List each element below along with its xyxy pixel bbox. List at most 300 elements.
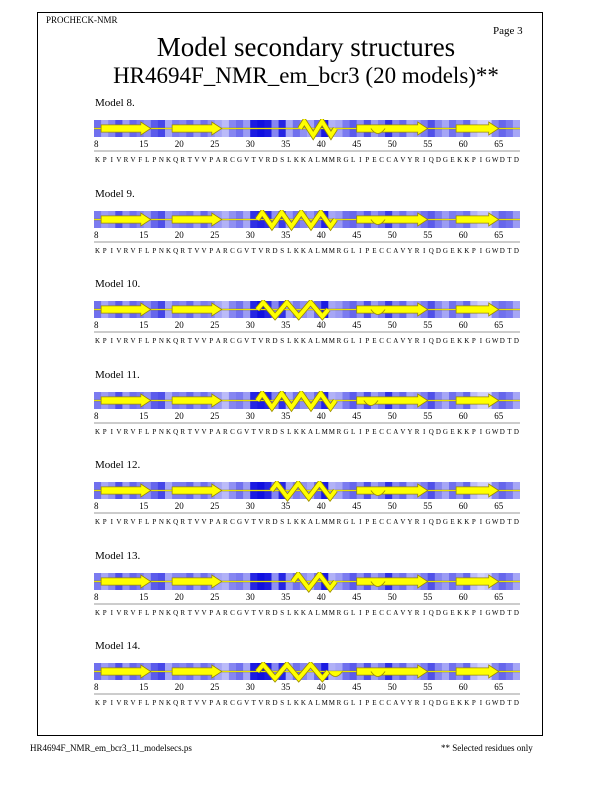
residue-tick-label: 45 [352,501,362,511]
sequence-letter: Q [428,518,434,526]
sequence-letter: K [95,427,101,436]
sequence-letter: L [351,246,356,255]
sequence-letter: Q [428,246,434,255]
sequence-letter: A [215,156,221,164]
sequence-letter: L [351,156,356,164]
sequence-letter: K [464,156,470,164]
residue-tick-label: 20 [174,229,184,240]
sequence-letter: A [215,608,221,617]
sequence-letter: Y [407,246,413,255]
sequence-letter: K [95,608,101,617]
sequence-letter: I [110,337,113,345]
model-label: Model 11. [95,368,140,381]
sequence-letter: K [300,518,306,526]
residue-tick-label: 50 [387,501,397,511]
sequence-letter: I [359,246,362,255]
sequence-letter: Q [173,156,179,164]
residue-tick-label: 50 [387,410,397,421]
residue-tick-label: 8 [94,501,99,511]
sequence-letter: K [464,337,470,345]
sequence-letter: R [123,337,129,345]
sequence-letter: D [272,608,278,617]
sequence-letter: V [201,337,207,345]
sequence-letter: G [237,337,243,345]
sequence-letter: L [145,337,150,345]
sequence-letter: V [194,699,200,707]
residue-tick-label: 45 [352,410,362,421]
sequence-letter: G [442,156,448,164]
sequence-letter: V [400,518,406,526]
sequence-letter: G [442,246,448,255]
residue-tick-label: 50 [387,229,397,240]
sequence-letter: C [230,518,235,526]
sequence-letter: D [272,156,278,164]
sequence-letter: I [359,156,362,164]
sequence-letter: V [130,337,136,345]
sequence-letter: T [251,518,256,526]
sequence-letter: R [180,427,186,436]
sequence-letter: R [336,427,342,436]
sequence-letter: R [414,427,420,436]
sequence-letter: K [166,427,172,436]
sequence-letter: L [287,337,292,345]
sequence-letter: C [386,246,391,255]
sequence-letter: M [321,699,328,707]
sequence-letter: C [379,427,384,436]
residue-tick-label: 55 [423,229,433,240]
sequence-letter: V [258,337,264,345]
sequence-letter: A [215,337,221,345]
sequence-letter: I [110,156,113,164]
sequence-letter: Q [428,337,434,345]
sequence-letter: K [166,156,172,164]
sequence-letter: G [343,699,349,707]
residue-tick-label: 20 [174,682,184,692]
residue-tick-label: 8 [94,410,99,421]
sequence-letter: K [464,427,470,436]
sequence-letter: C [379,608,384,617]
sequence-letter: D [499,337,505,345]
sequence-letter: I [110,427,113,436]
sequence-letter: M [328,156,335,164]
sequence-letter: L [315,337,320,345]
model-label: Model 13. [95,549,141,562]
sequence-letter: K [457,608,463,617]
sequence-letter: Y [407,608,413,617]
residue-tick-label: 25 [210,139,220,149]
sequence-letter: L [315,699,320,707]
residue-tick-label: 15 [139,591,149,602]
sequence-letter: V [258,699,264,707]
residue-tick-label: 60 [458,320,468,330]
sequence-letter: A [393,518,399,526]
residue-tick-label: 8 [94,682,99,692]
sequence-letter: G [237,518,243,526]
sequence-letter: K [166,699,172,707]
sequence-letter: D [272,699,278,707]
sequence-letter: P [365,518,370,526]
sequence-letter: G [442,608,448,617]
residue-tick-label: 20 [174,320,184,330]
sequence-letter: C [230,699,235,707]
sequence-letter: A [308,337,314,345]
sequence-letter: L [315,608,320,617]
sequence-letter: L [287,518,292,526]
sequence-letter: I [359,699,362,707]
sequence-letter: A [393,337,399,345]
sequence-letter: L [145,608,150,617]
sequence-letter: F [138,699,143,707]
sequence-letter: C [379,518,384,526]
sequence-letter: K [300,427,306,436]
secondary-structure-panel [94,300,520,352]
sequence-letter: V [194,337,200,345]
sequence-letter: C [379,246,384,255]
sequence-letter: L [315,518,320,526]
sequence-letter: P [209,699,214,707]
sequence-letter: P [471,156,476,164]
sequence-letter: V [244,246,250,255]
sequence-letter: V [400,246,406,255]
sequence-letter: R [414,156,420,164]
sequence-letter: R [123,699,129,707]
sequence-letter: K [95,518,101,526]
sequence-letter: V [244,156,250,164]
sequence-letter: V [400,156,406,164]
sequence-letter: K [166,518,172,526]
model-label: Model 8. [95,97,135,109]
sequence-letter: C [379,156,384,164]
sequence-letter: V [194,427,200,436]
sequence-letter: S [280,337,285,345]
sequence-letter: C [379,337,384,345]
sequence-letter: G [343,246,349,255]
sequence-letter: L [315,427,320,436]
sequence-letter: T [507,337,512,345]
sequence-letter: N [158,699,164,707]
sequence-letter: I [422,246,426,255]
sequence-letter: V [400,699,406,707]
sequence-letter: V [201,608,207,617]
sequence-letter: P [152,608,157,617]
sequence-letter: T [507,608,512,617]
sequence-letter: V [201,246,207,255]
sequence-letter: G [442,337,448,345]
sequence-letter: P [471,699,476,707]
sequence-letter: Q [428,699,434,707]
sequence-letter: P [152,427,157,436]
sequence-letter: R [180,608,186,617]
sequence-letter: I [479,337,483,345]
sequence-letter: K [457,427,463,436]
sequence-letter: I [479,246,483,255]
sequence-letter: F [138,518,143,526]
sequence-letter: A [393,699,399,707]
sequence-letter: V [244,608,250,617]
residue-tick-label: 60 [458,410,468,421]
residue-tick-label: 40 [316,410,326,421]
sequence-letter: Q [173,699,179,707]
sequence-letter: T [507,699,512,707]
residue-tick-label: 35 [281,320,291,330]
sequence-letter: R [123,427,129,436]
sequence-letter: V [244,518,250,526]
sequence-letter: P [365,156,370,164]
sequence-letter: E [372,699,377,707]
sequence-letter: K [300,337,306,345]
residue-tick-label: 45 [352,229,362,240]
sequence-letter: L [287,608,292,617]
residue-tick-label: 55 [423,320,433,330]
sequence-letter: V [116,518,122,526]
sequence-letter: G [343,337,349,345]
secondary-structure-panel [94,662,520,714]
sequence-letter: D [272,518,278,526]
residue-tick-label: 35 [281,410,291,421]
sequence-letter: R [180,156,186,164]
sequence-letter: N [158,518,164,526]
sequence-letter: R [336,608,342,617]
secondary-structure-panel [94,119,520,171]
sequence-letter: I [422,608,426,617]
sequence-letter: A [393,246,399,255]
sequence-letter: R [265,246,271,255]
sequence-letter: R [223,518,228,526]
sequence-letter: Q [173,518,179,526]
residue-tick-label: 30 [245,501,255,511]
sequence-letter: V [258,518,264,526]
sequence-letter: C [386,337,391,345]
sequence-letter: P [209,337,214,345]
sequence-letter: G [485,699,491,707]
residue-tick-label: 30 [245,591,255,602]
sequence-letter: R [180,699,186,707]
residue-tick-label: 65 [494,229,504,240]
sequence-letter: M [328,699,335,707]
sequence-letter: T [251,427,256,436]
secondary-structure-panel [94,572,520,624]
sequence-letter: R [336,156,342,164]
sequence-letter: C [230,608,235,617]
residue-tick-label: 15 [139,410,149,421]
sequence-letter: A [308,699,314,707]
sequence-letter: G [343,518,349,526]
sequence-letter: N [158,427,164,436]
page-title: Model secondary structures [156,32,456,62]
sequence-letter: G [485,518,491,526]
model-label: Model 10. [95,278,141,290]
sequence-letter: R [265,608,271,617]
sequence-letter: A [393,427,399,436]
residue-tick-label: 25 [210,320,220,330]
sequence-letter: V [194,246,200,255]
sequence-letter: L [315,246,320,255]
sequence-letter: D [499,427,505,436]
sequence-letter: T [507,156,512,164]
sequence-letter: K [293,156,299,164]
sequence-letter: V [258,427,264,436]
sequence-letter: Y [407,427,413,436]
sequence-letter: G [237,608,243,617]
sequence-letter: I [110,699,113,707]
sequence-letter: S [280,699,285,707]
sequence-letter: L [145,156,150,164]
sequence-letter: V [130,427,136,436]
residue-tick-label: 40 [316,501,326,511]
sequence-letter: A [308,246,314,255]
residue-tick-label: 30 [245,139,255,149]
sequence-letter: R [123,518,129,526]
sequence-letter: G [442,699,448,707]
sequence-letter: A [393,156,399,164]
sequence-letter: I [479,608,483,617]
sequence-letter: K [95,337,101,345]
sequence-letter: V [116,608,122,617]
residue-tick-label: 35 [281,682,291,692]
sequence-letter: V [201,699,207,707]
sequence-letter: M [321,156,328,164]
sequence-letter: A [308,427,314,436]
page-number: Page 3 [493,25,523,37]
sequence-letter: S [280,518,285,526]
sequence-letter: E [450,156,455,164]
residue-tick-label: 35 [281,591,291,602]
sequence-letter: T [507,246,512,255]
sequence-letter: K [166,246,172,255]
sequence-letter: W [491,246,499,255]
sequence-letter: I [110,246,113,255]
secondary-structure-panel [94,210,520,262]
sequence-letter: P [471,608,476,617]
sequence-letter: T [251,337,256,345]
sequence-letter: P [102,337,107,345]
sequence-letter: G [343,608,349,617]
secondary-structure-panel [94,481,520,533]
sequence-letter: A [215,427,221,436]
residue-tick-label: 50 [387,320,397,330]
sequence-letter: C [230,246,235,255]
sequence-letter: K [293,608,299,617]
sequence-letter: D [499,518,505,526]
sequence-letter: Q [428,156,434,164]
sequence-letter: V [258,156,264,164]
sequence-letter: D [272,427,278,436]
sequence-letter: V [201,518,207,526]
sequence-letter: G [343,427,349,436]
sequence-letter: M [321,246,328,255]
sequence-letter: L [145,427,150,436]
residue-tick-label: 40 [316,229,326,240]
sequence-letter: P [102,608,107,617]
sequence-letter: I [110,518,113,526]
sequence-letter: R [414,518,420,526]
sequence-letter: I [422,518,426,526]
sequence-letter: E [450,246,455,255]
sequence-letter: K [457,337,463,345]
sequence-letter: S [280,156,285,164]
residue-tick-label: 60 [458,139,468,149]
sequence-letter: K [464,246,470,255]
sequence-letter: P [102,246,107,255]
sequence-letter: I [110,608,113,617]
sequence-letter: D [513,246,519,255]
footer-filename: HR4694F_NMR_em_bcr3_11_modelsecs.ps [30,743,192,753]
sequence-letter: E [450,337,455,345]
sequence-letter: P [152,156,157,164]
sequence-letter: M [321,337,328,345]
sequence-letter: D [499,608,505,617]
sequence-letter: W [491,156,499,164]
sequence-letter: V [130,246,136,255]
sequence-letter: P [365,608,370,617]
sequence-letter: R [223,156,228,164]
sequence-letter: F [138,156,143,164]
sequence-letter: K [457,518,463,526]
sequence-letter: A [215,246,221,255]
sequence-letter: V [194,608,200,617]
sequence-letter: V [194,156,200,164]
sequence-letter: D [272,337,278,345]
sequence-letter: K [464,608,470,617]
sequence-letter: K [166,337,172,345]
sequence-letter: E [372,246,377,255]
sequence-letter: P [365,337,370,345]
model-label: Model 12. [95,459,141,471]
sequence-letter: C [379,699,384,707]
residue-tick-label: 15 [139,501,149,511]
sequence-letter: R [123,246,129,255]
sequence-letter: L [145,246,150,255]
sequence-letter: C [386,699,391,707]
residue-tick-label: 8 [94,229,99,240]
sequence-letter: R [223,608,228,617]
sequence-letter: I [422,699,426,707]
sequence-letter: V [400,427,406,436]
sequence-letter: C [386,427,391,436]
sequence-letter: V [130,518,136,526]
sequence-letter: L [351,608,356,617]
sequence-letter: G [237,699,243,707]
sequence-letter: R [336,246,342,255]
sequence-letter: P [471,337,476,345]
residue-tick-label: 15 [139,139,149,149]
residue-tick-label: 65 [494,410,504,421]
residue-tick-label: 25 [210,229,220,240]
sequence-letter: P [365,699,370,707]
residue-tick-label: 15 [139,682,149,692]
residue-tick-label: 50 [387,139,397,149]
sequence-letter: R [336,518,342,526]
sequence-letter: T [187,337,192,345]
sequence-letter: R [123,608,129,617]
sequence-letter: G [485,156,491,164]
residue-tick-label: 40 [316,591,326,602]
sequence-letter: P [471,246,476,255]
sequence-letter: V [244,699,250,707]
sequence-letter: R [180,337,186,345]
sequence-letter: Q [173,246,179,255]
sequence-letter: A [308,156,314,164]
sequence-letter: Q [173,337,179,345]
residue-tick-label: 40 [316,139,326,149]
sequence-letter: R [265,427,271,436]
sequence-letter: P [209,608,214,617]
sequence-letter: L [315,156,320,164]
sequence-letter: C [230,427,235,436]
residue-tick-label: 60 [458,501,468,511]
sequence-letter: K [293,427,299,436]
sequence-letter: N [158,156,164,164]
